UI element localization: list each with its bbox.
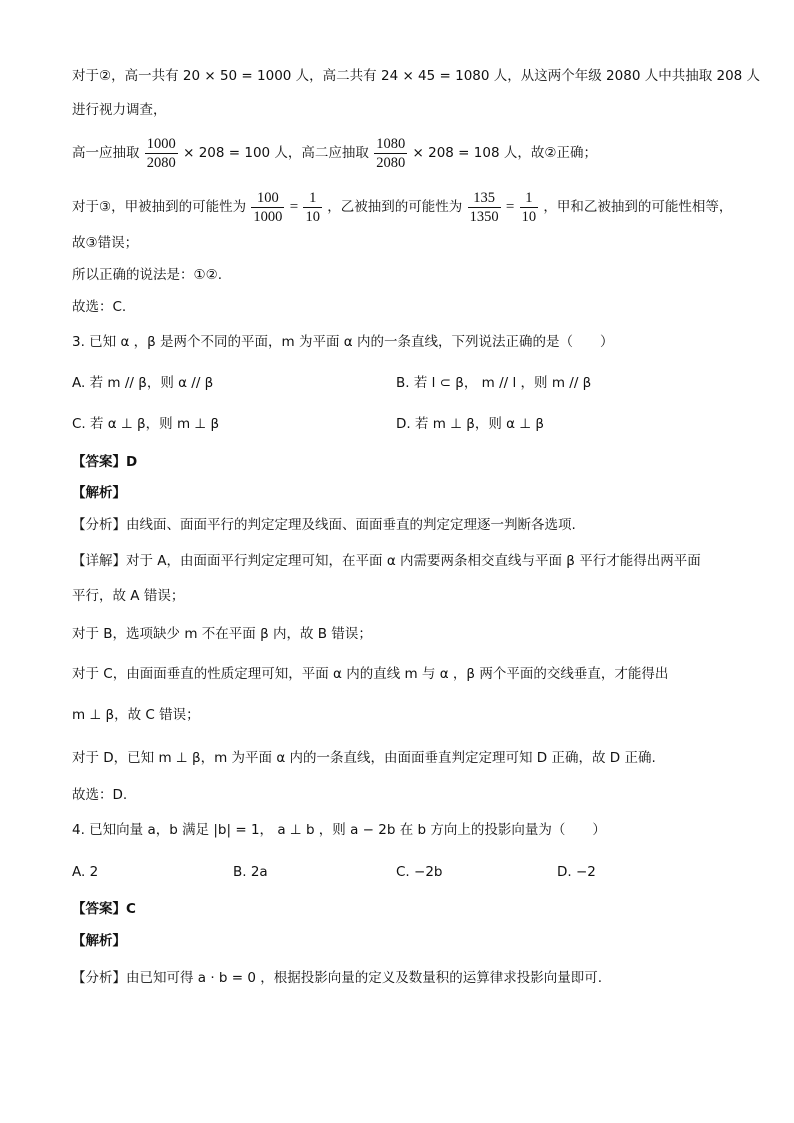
question-3-stem: 3. 已知 α ，β 是两个不同的平面，m 为平面 α 内的一条直线，下列说法正确的是（ ） <box>72 334 614 350</box>
equals-sign: = <box>289 199 299 215</box>
text-line: 所以正确的说法是：①②. <box>72 267 222 283</box>
text-line: 故选：C. <box>72 299 127 315</box>
text-line: 进行视力调查， <box>72 102 167 118</box>
analysis-text: 【分析】由线面、面面平行的判定定理及线面、面面垂直的判定定理逐一判断各选项. <box>72 517 576 533</box>
denominator: 10 <box>305 208 320 225</box>
detail-text: m ⊥ β，故 C 错误； <box>72 707 200 723</box>
option-a: A. 2 <box>72 864 99 880</box>
analysis-label: 【解析】 <box>72 485 126 501</box>
numerator: 100 <box>251 189 284 208</box>
detail-text: 对于 D，已知 m ⊥ β，m 为平面 α 内的一条直线，由面面垂直判定定理可知 D 正确，故 D 正确. <box>72 750 656 766</box>
text-line: 故③错误； <box>72 235 139 251</box>
numerator: 135 <box>468 189 501 208</box>
numerator: 1 <box>303 189 322 208</box>
denominator: 1000 <box>253 208 283 225</box>
analysis-label: 【解析】 <box>72 933 126 949</box>
detail-text: 【详解】对于 A，由面面平行判定定理可知，在平面 α 内需要两条相交直线与平面 β 平行才能得出两平面 <box>72 553 701 569</box>
numerator: 1000 <box>146 135 176 152</box>
fraction <box>520 189 539 226</box>
option-b: B. 若 l ⊂ β， m // l ，则 m // β <box>396 375 592 391</box>
answer-label: 【答案】D <box>72 454 138 470</box>
text-segment: ，甲和乙被抽到的可能性相等， <box>543 199 733 215</box>
fraction <box>251 189 284 226</box>
analysis-text: 【分析】由已知可得 a · b = 0 ，根据投影向量的定义及数量积的运算律求投影向量即可. <box>72 970 603 986</box>
text-segment: × 208 = 100 人，高二应抽取 <box>183 145 369 161</box>
option-d: D. −2 <box>557 864 596 880</box>
denominator: 10 <box>521 208 537 225</box>
text-segment: 对于③，甲被抽到的可能性为 <box>72 199 247 215</box>
fraction <box>145 135 178 172</box>
fraction <box>374 135 407 172</box>
detail-text: 平行，故 A 错误； <box>72 588 185 604</box>
text-line-fractions <box>72 134 597 172</box>
detail-text: 对于 B，选项缺少 m 不在平面 β 内，故 B 错误； <box>72 626 372 642</box>
option-d: D. 若 m ⊥ β，则 α ⊥ β <box>396 416 545 432</box>
option-c: C. 若 α ⊥ β，则 m ⊥ β <box>72 416 220 432</box>
denominator: 2080 <box>376 154 406 171</box>
fraction <box>468 189 501 226</box>
option-c: C. −2b <box>396 864 443 880</box>
question-4-stem: 4. 已知向量 a，b 满足 |b| = 1， a ⊥ b ，则 a − 2b 在 b 方向上的投影向量为（ ） <box>72 822 606 838</box>
option-b: B. 2a <box>233 864 268 880</box>
text-segment: ，乙被抽到的可能性为 <box>327 199 463 215</box>
numerator: 1 <box>520 189 539 208</box>
detail-text: 故选：D. <box>72 787 128 803</box>
denominator: 1350 <box>469 208 499 225</box>
answer-label: 【答案】C <box>72 901 136 917</box>
text-segment: × 208 = 108 人，故②正确； <box>412 145 597 161</box>
text-line-fractions <box>72 188 732 226</box>
option-a: A. 若 m // β，则 α // β <box>72 375 214 391</box>
text-segment: 高一应抽取 <box>72 145 140 161</box>
denominator: 2080 <box>146 154 176 171</box>
detail-text: 对于 C，由面面垂直的性质定理可知，平面 α 内的直线 m 与 α ，β 两个平面的交线垂直，才能得出 <box>72 666 669 682</box>
text-line: 对于②，高一共有 20 × 50 = 1000 人，高二共有 24 × 45 = 1080 人，从这两个年级 2080 人中共抽取 208 人 <box>72 68 761 84</box>
numerator: 1080 <box>376 135 406 152</box>
equals-sign: = <box>505 199 515 215</box>
fraction <box>303 189 322 226</box>
